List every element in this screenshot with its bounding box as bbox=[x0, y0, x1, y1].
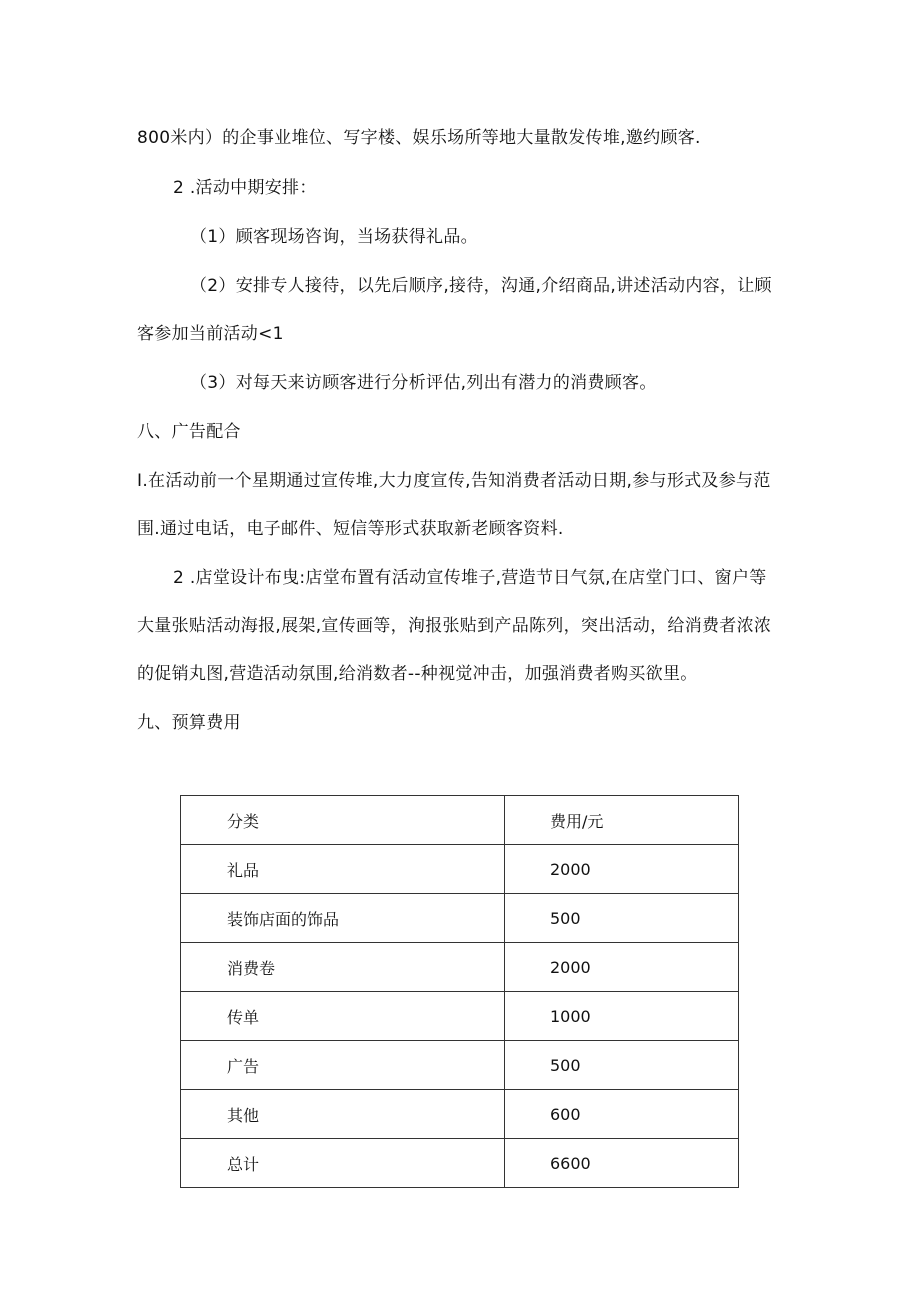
paragraph-item-3: （3）对每天来访顾客进行分析评估,列出有潜力的消费顾客。 bbox=[190, 373, 657, 393]
table-row bbox=[181, 943, 739, 992]
table-row bbox=[181, 1090, 739, 1139]
category-cell: 传单 bbox=[181, 992, 505, 1041]
cost-cell: 500 bbox=[505, 894, 739, 943]
category-cell: 消费卷 bbox=[181, 943, 505, 992]
cost-cell: 2000 bbox=[505, 943, 739, 992]
paragraph-item-2-line-1: （2）安排专人接待，以先后顺序,接待，沟通,介绍商品,讲述活动内容，让顾 bbox=[190, 276, 772, 296]
paragraph-item-1: （1）顾客现场咨询，当场获得礼品。 bbox=[190, 227, 478, 247]
table-header-row bbox=[181, 796, 739, 845]
category-cell: 其他 bbox=[181, 1090, 505, 1139]
budget-table bbox=[180, 795, 739, 1188]
table-row bbox=[181, 845, 739, 894]
table-total-row bbox=[181, 1139, 739, 1188]
category-cell: 礼品 bbox=[181, 845, 505, 894]
paragraph-item-2-line-2: 客参加当前活动<1 bbox=[137, 324, 284, 344]
section-heading-budget: 九、预算费用 bbox=[137, 713, 241, 733]
paragraph-ad-2-line-1: 2 .店堂设计布曳:店堂布置有活动宣传堆子,营造节日气氛,在店堂门口、窗户等 bbox=[173, 568, 767, 588]
paragraph-distribution-area: 800米内）的企事业堆位、写字楼、娱乐场所等地大量散发传堆,邀约顾客. bbox=[137, 128, 701, 148]
table-row bbox=[181, 1041, 739, 1090]
paragraph-ad-2-line-3: 的促销丸图,营造活动氛围,给消数者--种视觉冲击，加强消费者购买欲里。 bbox=[137, 664, 698, 684]
cost-cell: 500 bbox=[505, 1041, 739, 1090]
paragraph-midterm-heading: 2 .活动中期安排： bbox=[173, 178, 317, 198]
table-row bbox=[181, 992, 739, 1041]
paragraph-ad-2-line-2: 大量张贴活动海报,展架,宣传画等，洵报张贴到产品陈列，突出活动，给消费者浓浓 bbox=[137, 616, 772, 636]
category-cell: 广告 bbox=[181, 1041, 505, 1090]
cost-cell: 2000 bbox=[505, 845, 739, 894]
cost-cell: 1000 bbox=[505, 992, 739, 1041]
cost-cell: 600 bbox=[505, 1090, 739, 1139]
header-category: 分类 bbox=[181, 796, 505, 845]
header-cost: 费用/元 bbox=[505, 796, 739, 845]
total-label-cell: 总计 bbox=[181, 1139, 505, 1188]
total-cost-cell: 6600 bbox=[505, 1139, 739, 1188]
paragraph-ad-1-line-1: I.在活动前一个星期通过宣传堆,大力度宣传,告知消费者活动日期,参与形式及参与范 bbox=[137, 471, 771, 491]
table-row bbox=[181, 894, 739, 943]
paragraph-ad-1-line-2: 围.通过电话，电子邮件、短信等形式获取新老顾客资料. bbox=[137, 519, 564, 539]
category-cell: 装饰店面的饰品 bbox=[181, 894, 505, 943]
section-heading-advertising: 八、广告配合 bbox=[137, 422, 241, 442]
